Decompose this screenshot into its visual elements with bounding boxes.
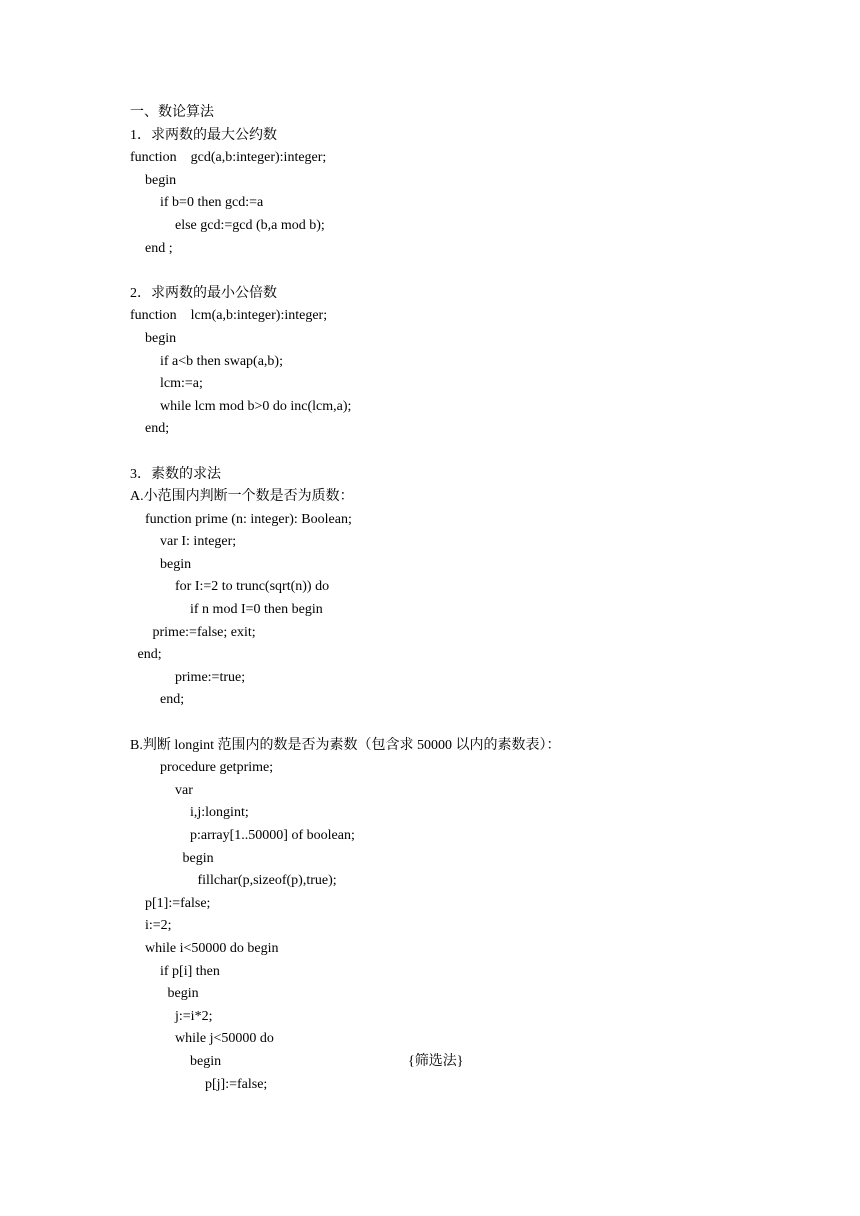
line-text: var I: integer; — [160, 534, 237, 550]
text-line — [0, 125, 860, 148]
line-text: function prime (n: integer): Boolean; — [145, 511, 352, 527]
text-line — [0, 622, 860, 645]
line-text: while lcm mod b>0 do inc(lcm,a); — [160, 398, 352, 414]
line-text: end ; — [145, 240, 173, 256]
text-line — [0, 915, 860, 938]
text-line — [0, 825, 860, 848]
text-line — [0, 1074, 860, 1097]
text-line — [0, 328, 860, 351]
text-line — [0, 147, 860, 170]
text-line — [0, 644, 860, 667]
text-line — [0, 735, 860, 758]
text-line — [0, 1006, 860, 1029]
line-text: A.小范围内判断一个数是否为质数： — [130, 489, 354, 505]
line-text: 一、数论算法 — [130, 105, 214, 120]
line-text: var — [175, 782, 193, 798]
text-line — [0, 576, 860, 599]
text-line — [0, 102, 860, 125]
text-line — [0, 870, 860, 893]
line-text: begin — [160, 556, 192, 572]
text-line — [0, 170, 860, 193]
line-text: begin — [145, 172, 177, 188]
code-comment: {筛选法} — [408, 1053, 464, 1069]
line-text: for I:=2 to trunc(sqrt(n)) do — [175, 579, 330, 595]
text-line — [0, 192, 860, 215]
text-line — [0, 961, 860, 984]
line-text: begin — [182, 850, 214, 866]
line-text: while j<50000 do — [175, 1031, 274, 1047]
line-text: i,j:longint; — [190, 805, 249, 821]
line-text: prime:=false; exit; — [152, 624, 256, 640]
text-line — [0, 283, 860, 306]
text-line — [0, 351, 860, 374]
text-line — [0, 418, 860, 441]
line-text: fillchar(p,sizeof(p),true); — [197, 873, 337, 889]
line-text: while i<50000 do begin — [145, 940, 279, 956]
text-line — [0, 554, 860, 577]
text-line — [0, 238, 860, 261]
text-line — [0, 486, 860, 509]
line-text: p[1]:=false; — [145, 895, 211, 911]
text-line — [0, 757, 860, 780]
line-text: if n mod I=0 then begin — [190, 602, 323, 618]
text-line — [0, 689, 860, 712]
text-line — [0, 215, 860, 238]
text-line — [0, 599, 860, 622]
text-line — [0, 305, 860, 328]
blank-line — [0, 441, 860, 464]
text-line — [0, 893, 860, 916]
line-text: procedure getprime; — [160, 760, 274, 776]
line-text: function gcd(a,b:integer):integer; — [130, 150, 327, 166]
text-line — [0, 464, 860, 487]
line-text: p:array[1..50000] of boolean; — [190, 828, 355, 843]
line-text: 2．求两数的最小公倍数 — [130, 285, 277, 301]
text-line — [0, 938, 860, 961]
text-line — [0, 848, 860, 871]
line-text: begin — [145, 330, 177, 346]
text-line — [0, 983, 860, 1006]
line-text: lcm:=a; — [160, 376, 203, 392]
line-text: B.判断 longint 范围内的数是否为素数（包含求 50000 以内的素数表）： — [130, 737, 561, 753]
line-text: end; — [137, 647, 162, 663]
line-text: end; — [160, 692, 185, 708]
line-text: if p[i] then — [160, 963, 220, 979]
text-line — [0, 396, 860, 419]
text-line — [0, 780, 860, 803]
line-text: prime:=true; — [175, 669, 246, 685]
line-text: begin — [167, 986, 199, 1002]
line-text: p[j]:=false; — [205, 1076, 268, 1092]
line-text: 1．求两数的最大公约数 — [130, 127, 277, 143]
line-text: j:=i*2; — [175, 1008, 213, 1024]
text-line — [0, 509, 860, 532]
text-line — [0, 1028, 860, 1051]
blank-line — [0, 260, 860, 283]
line-text: function lcm(a,b:integer):integer; — [130, 308, 328, 324]
text-line — [0, 373, 860, 396]
line-text: begin — [190, 1053, 222, 1069]
text-line — [0, 1051, 860, 1074]
document-body — [0, 102, 860, 1096]
line-text: else gcd:=gcd (b,a mod b); — [175, 217, 325, 233]
line-text: i:=2; — [145, 918, 172, 934]
line-text: if b=0 then gcd:=a — [160, 195, 264, 211]
blank-line — [0, 712, 860, 735]
line-text: 3．素数的求法 — [130, 466, 221, 482]
line-text: end; — [145, 421, 170, 437]
text-line — [0, 667, 860, 690]
text-line — [0, 802, 860, 825]
line-text: if a<b then swap(a,b); — [160, 353, 283, 369]
text-line — [0, 531, 860, 554]
